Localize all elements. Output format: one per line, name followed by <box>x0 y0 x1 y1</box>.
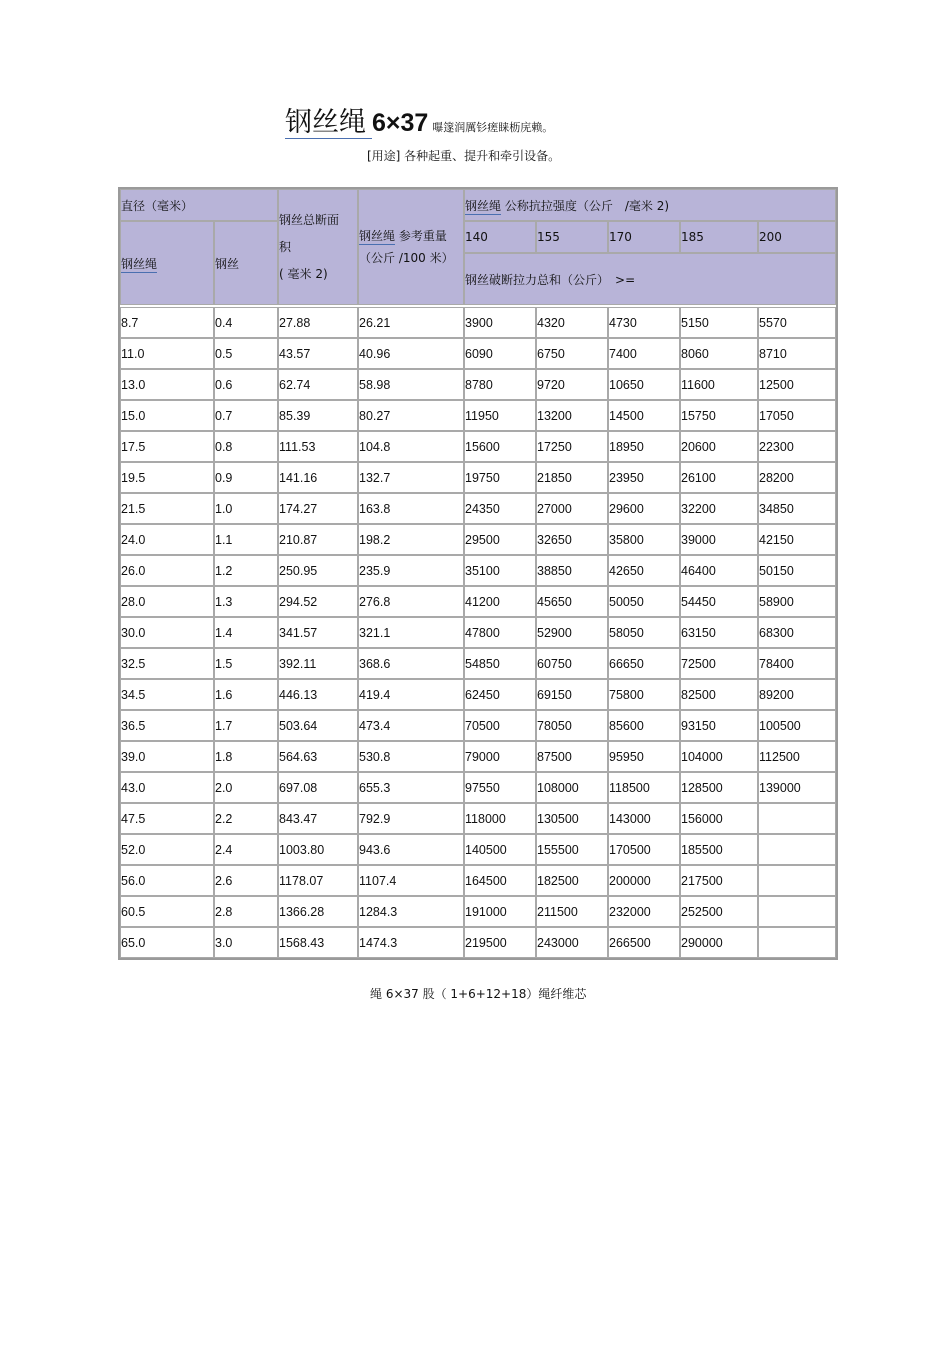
header-ref-weight <box>358 189 464 305</box>
header-diameter-group: 直径（毫米） <box>120 189 278 221</box>
cell-force-185: 104000 <box>680 741 758 772</box>
cell-rope-diameter: 32.5 <box>120 648 214 679</box>
cell-ref-weight: 40.96 <box>358 338 464 369</box>
cell-wire-diameter: 2.0 <box>214 772 278 803</box>
cell-rope-diameter: 36.5 <box>120 710 214 741</box>
cell-force-140: 41200 <box>464 586 536 617</box>
cell-ref-weight: 419.4 <box>358 679 464 710</box>
header-weight-label: 参考重量 <box>395 229 447 243</box>
title-spec: 6×37 <box>372 109 429 137</box>
cell-force-155: 69150 <box>536 679 608 710</box>
cell-total-area: 294.52 <box>278 586 358 617</box>
cell-rope-diameter: 39.0 <box>120 741 214 772</box>
cell-total-area: 503.64 <box>278 710 358 741</box>
cell-force-200: 78400 <box>758 648 836 679</box>
cell-rope-diameter: 19.5 <box>120 462 214 493</box>
cell-force-170: 75800 <box>608 679 680 710</box>
cell-total-area: 85.39 <box>278 400 358 431</box>
cell-ref-weight: 943.6 <box>358 834 464 865</box>
cell-force-155: 60750 <box>536 648 608 679</box>
header-grade: 185 <box>680 221 758 253</box>
table-row <box>120 524 836 555</box>
table-row <box>120 586 836 617</box>
cell-force-155: 108000 <box>536 772 608 803</box>
cell-force-185: 128500 <box>680 772 758 803</box>
cell-force-140: 3900 <box>464 307 536 338</box>
cell-force-140: 15600 <box>464 431 536 462</box>
header-strength-label: 公称抗拉强度（公斤 /毫米 2) <box>501 198 670 213</box>
cell-total-area: 697.08 <box>278 772 358 803</box>
cell-wire-diameter: 0.8 <box>214 431 278 462</box>
table-row <box>120 617 836 648</box>
table-row <box>120 555 836 586</box>
cell-force-140: 29500 <box>464 524 536 555</box>
cell-force-200: 28200 <box>758 462 836 493</box>
header-grade: 155 <box>536 221 608 253</box>
header-grade: 170 <box>608 221 680 253</box>
cell-wire-diameter: 1.1 <box>214 524 278 555</box>
cell-wire-diameter: 0.9 <box>214 462 278 493</box>
cell-force-170: 35800 <box>608 524 680 555</box>
cell-force-170: 95950 <box>608 741 680 772</box>
cell-wire-diameter: 1.7 <box>214 710 278 741</box>
cell-wire-diameter: 2.4 <box>214 834 278 865</box>
cell-force-140: 97550 <box>464 772 536 803</box>
cell-force-155: 6750 <box>536 338 608 369</box>
cell-rope-diameter: 21.5 <box>120 493 214 524</box>
header-grade: 200 <box>758 221 836 253</box>
cell-force-155: 9720 <box>536 369 608 400</box>
cell-force-140: 19750 <box>464 462 536 493</box>
cell-ref-weight: 792.9 <box>358 803 464 834</box>
cell-total-area: 392.11 <box>278 648 358 679</box>
cell-force-170: 200000 <box>608 865 680 896</box>
cell-total-area: 1366.28 <box>278 896 358 927</box>
cell-force-155: 182500 <box>536 865 608 896</box>
cell-force-200: 34850 <box>758 493 836 524</box>
cell-rope-diameter: 24.0 <box>120 524 214 555</box>
cell-force-170: 23950 <box>608 462 680 493</box>
table-row <box>120 307 836 338</box>
cell-force-155: 21850 <box>536 462 608 493</box>
cell-force-140: 11950 <box>464 400 536 431</box>
cell-force-140: 219500 <box>464 927 536 958</box>
title-rope-name: 钢丝绳 <box>285 107 372 139</box>
cell-force-170: 42650 <box>608 555 680 586</box>
cell-force-170: 118500 <box>608 772 680 803</box>
cell-total-area: 843.47 <box>278 803 358 834</box>
cell-ref-weight: 58.98 <box>358 369 464 400</box>
table-row <box>120 462 836 493</box>
cell-ref-weight: 321.1 <box>358 617 464 648</box>
cell-ref-weight: 530.8 <box>358 741 464 772</box>
title-garbled-text: 嚗篴润厲钐瘥睐枥庑赖。 <box>432 121 554 134</box>
cell-force-170: 170500 <box>608 834 680 865</box>
header-weight-unit: （公斤 /100 米） <box>359 251 454 265</box>
cell-ref-weight: 473.4 <box>358 710 464 741</box>
cell-force-185: 39000 <box>680 524 758 555</box>
cell-force-155: 78050 <box>536 710 608 741</box>
cell-ref-weight: 1107.4 <box>358 865 464 896</box>
cell-force-170: 50050 <box>608 586 680 617</box>
cell-force-155: 17250 <box>536 431 608 462</box>
header-rope-diameter: 钢丝绳 <box>120 221 214 305</box>
header-area-line2: 积 <box>279 239 292 254</box>
cell-ref-weight: 276.8 <box>358 586 464 617</box>
cell-force-185: 93150 <box>680 710 758 741</box>
cell-ref-weight: 198.2 <box>358 524 464 555</box>
cell-force-170: 7400 <box>608 338 680 369</box>
cell-force-170: 232000 <box>608 896 680 927</box>
cell-rope-diameter: 26.0 <box>120 555 214 586</box>
cell-total-area: 210.87 <box>278 524 358 555</box>
cell-force-155: 211500 <box>536 896 608 927</box>
cell-rope-diameter: 43.0 <box>120 772 214 803</box>
cell-wire-diameter: 3.0 <box>214 927 278 958</box>
cell-total-area: 1003.80 <box>278 834 358 865</box>
cell-force-155: 87500 <box>536 741 608 772</box>
cell-rope-diameter: 28.0 <box>120 586 214 617</box>
cell-wire-diameter: 0.6 <box>214 369 278 400</box>
cell-total-area: 446.13 <box>278 679 358 710</box>
cell-force-200: 42150 <box>758 524 836 555</box>
cell-force-185: 252500 <box>680 896 758 927</box>
table-row <box>120 834 836 865</box>
cell-force-200 <box>758 896 836 927</box>
cell-force-185: 185500 <box>680 834 758 865</box>
table-caption: 绳 6×37 股（ 1+6+12+18）绳纤维芯 <box>370 987 587 1001</box>
cell-force-155: 45650 <box>536 586 608 617</box>
cell-wire-diameter: 1.3 <box>214 586 278 617</box>
cell-wire-diameter: 2.2 <box>214 803 278 834</box>
cell-force-185: 15750 <box>680 400 758 431</box>
cell-force-200: 68300 <box>758 617 836 648</box>
cell-force-140: 47800 <box>464 617 536 648</box>
cell-force-155: 130500 <box>536 803 608 834</box>
table-row <box>120 679 836 710</box>
cell-wire-diameter: 1.6 <box>214 679 278 710</box>
cell-rope-diameter: 47.5 <box>120 803 214 834</box>
cell-force-200: 12500 <box>758 369 836 400</box>
cell-rope-diameter: 65.0 <box>120 927 214 958</box>
cell-total-area: 341.57 <box>278 617 358 648</box>
cell-wire-diameter: 1.8 <box>214 741 278 772</box>
cell-force-170: 143000 <box>608 803 680 834</box>
cell-total-area: 111.53 <box>278 431 358 462</box>
cell-force-155: 32650 <box>536 524 608 555</box>
cell-total-area: 27.88 <box>278 307 358 338</box>
cell-ref-weight: 235.9 <box>358 555 464 586</box>
cell-force-170: 18950 <box>608 431 680 462</box>
cell-ref-weight: 368.6 <box>358 648 464 679</box>
table-row <box>120 710 836 741</box>
cell-force-185: 156000 <box>680 803 758 834</box>
cell-total-area: 62.74 <box>278 369 358 400</box>
cell-force-200: 112500 <box>758 741 836 772</box>
header-weight-prefix: 钢丝绳 <box>359 229 396 243</box>
cell-force-170: 85600 <box>608 710 680 741</box>
cell-force-200 <box>758 803 836 834</box>
header-wire-diameter: 钢丝 <box>214 221 278 305</box>
cell-force-170: 66650 <box>608 648 680 679</box>
header-total-area <box>278 189 358 305</box>
header-breaking-force: 钢丝破断拉力总和（公斤） >= <box>464 253 836 305</box>
cell-force-140: 164500 <box>464 865 536 896</box>
cell-rope-diameter: 34.5 <box>120 679 214 710</box>
cell-force-155: 13200 <box>536 400 608 431</box>
table-row <box>120 369 836 400</box>
table-body <box>120 307 836 958</box>
cell-force-185: 217500 <box>680 865 758 896</box>
cell-force-185: 72500 <box>680 648 758 679</box>
table-row <box>120 493 836 524</box>
cell-force-185: 290000 <box>680 927 758 958</box>
cell-wire-diameter: 1.4 <box>214 617 278 648</box>
cell-force-200 <box>758 865 836 896</box>
cell-force-170: 266500 <box>608 927 680 958</box>
table-row <box>120 338 836 369</box>
cell-total-area: 43.57 <box>278 338 358 369</box>
table-row <box>120 772 836 803</box>
cell-force-140: 6090 <box>464 338 536 369</box>
cell-force-200: 139000 <box>758 772 836 803</box>
cell-total-area: 564.63 <box>278 741 358 772</box>
cell-force-185: 32200 <box>680 493 758 524</box>
cell-force-200: 50150 <box>758 555 836 586</box>
page-title <box>285 100 553 136</box>
cell-force-140: 79000 <box>464 741 536 772</box>
cell-force-155: 27000 <box>536 493 608 524</box>
cell-force-140: 140500 <box>464 834 536 865</box>
cell-force-200 <box>758 834 836 865</box>
table-row <box>120 431 836 462</box>
cell-force-140: 118000 <box>464 803 536 834</box>
cell-force-200: 58900 <box>758 586 836 617</box>
cell-force-200: 17050 <box>758 400 836 431</box>
cell-force-185: 11600 <box>680 369 758 400</box>
cell-force-140: 62450 <box>464 679 536 710</box>
header-area-line1: 钢丝总断面 <box>279 212 340 227</box>
cell-force-140: 70500 <box>464 710 536 741</box>
header-grade: 140 <box>464 221 536 253</box>
table-row <box>120 803 836 834</box>
cell-ref-weight: 80.27 <box>358 400 464 431</box>
table-row <box>120 927 836 958</box>
cell-rope-diameter: 8.7 <box>120 307 214 338</box>
cell-force-170: 29600 <box>608 493 680 524</box>
cell-ref-weight: 655.3 <box>358 772 464 803</box>
cell-force-200: 100500 <box>758 710 836 741</box>
cell-force-140: 191000 <box>464 896 536 927</box>
cell-force-170: 4730 <box>608 307 680 338</box>
table-row <box>120 896 836 927</box>
cell-force-140: 8780 <box>464 369 536 400</box>
cell-force-200: 8710 <box>758 338 836 369</box>
cell-force-200: 89200 <box>758 679 836 710</box>
table-row <box>120 400 836 431</box>
cell-ref-weight: 1474.3 <box>358 927 464 958</box>
rope-spec-table <box>118 187 838 960</box>
cell-force-140: 35100 <box>464 555 536 586</box>
cell-force-170: 58050 <box>608 617 680 648</box>
cell-ref-weight: 163.8 <box>358 493 464 524</box>
cell-rope-diameter: 56.0 <box>120 865 214 896</box>
cell-force-155: 243000 <box>536 927 608 958</box>
cell-force-140: 54850 <box>464 648 536 679</box>
cell-rope-diameter: 60.5 <box>120 896 214 927</box>
cell-rope-diameter: 15.0 <box>120 400 214 431</box>
cell-total-area: 1568.43 <box>278 927 358 958</box>
cell-rope-diameter: 13.0 <box>120 369 214 400</box>
cell-force-200: 5570 <box>758 307 836 338</box>
cell-force-200: 22300 <box>758 431 836 462</box>
cell-wire-diameter: 1.0 <box>214 493 278 524</box>
cell-wire-diameter: 0.5 <box>214 338 278 369</box>
header-area-unit: ( 毫米 2) <box>279 266 328 281</box>
cell-wire-diameter: 2.8 <box>214 896 278 927</box>
cell-force-140: 24350 <box>464 493 536 524</box>
cell-wire-diameter: 2.6 <box>214 865 278 896</box>
cell-total-area: 1178.07 <box>278 865 358 896</box>
cell-force-185: 54450 <box>680 586 758 617</box>
cell-wire-diameter: 0.4 <box>214 307 278 338</box>
cell-rope-diameter: 52.0 <box>120 834 214 865</box>
cell-force-185: 8060 <box>680 338 758 369</box>
cell-wire-diameter: 1.2 <box>214 555 278 586</box>
cell-ref-weight: 26.21 <box>358 307 464 338</box>
cell-force-185: 5150 <box>680 307 758 338</box>
cell-rope-diameter: 30.0 <box>120 617 214 648</box>
cell-force-185: 82500 <box>680 679 758 710</box>
cell-ref-weight: 104.8 <box>358 431 464 462</box>
cell-ref-weight: 132.7 <box>358 462 464 493</box>
cell-force-185: 63150 <box>680 617 758 648</box>
cell-total-area: 174.27 <box>278 493 358 524</box>
usage-subtitle: [用途] 各种起重、提升和牵引设备。 <box>367 149 561 163</box>
cell-force-155: 38850 <box>536 555 608 586</box>
cell-force-155: 4320 <box>536 307 608 338</box>
header-strength <box>464 189 836 221</box>
table-row <box>120 741 836 772</box>
header-strength-prefix: 钢丝绳 <box>465 198 502 213</box>
table-row <box>120 648 836 679</box>
cell-force-170: 10650 <box>608 369 680 400</box>
cell-force-155: 52900 <box>536 617 608 648</box>
table-row <box>120 865 836 896</box>
cell-force-200 <box>758 927 836 958</box>
cell-wire-diameter: 0.7 <box>214 400 278 431</box>
cell-ref-weight: 1284.3 <box>358 896 464 927</box>
cell-total-area: 141.16 <box>278 462 358 493</box>
cell-force-155: 155500 <box>536 834 608 865</box>
cell-wire-diameter: 1.5 <box>214 648 278 679</box>
cell-force-185: 26100 <box>680 462 758 493</box>
cell-force-170: 14500 <box>608 400 680 431</box>
cell-rope-diameter: 17.5 <box>120 431 214 462</box>
cell-force-185: 46400 <box>680 555 758 586</box>
cell-force-185: 20600 <box>680 431 758 462</box>
cell-total-area: 250.95 <box>278 555 358 586</box>
cell-rope-diameter: 11.0 <box>120 338 214 369</box>
